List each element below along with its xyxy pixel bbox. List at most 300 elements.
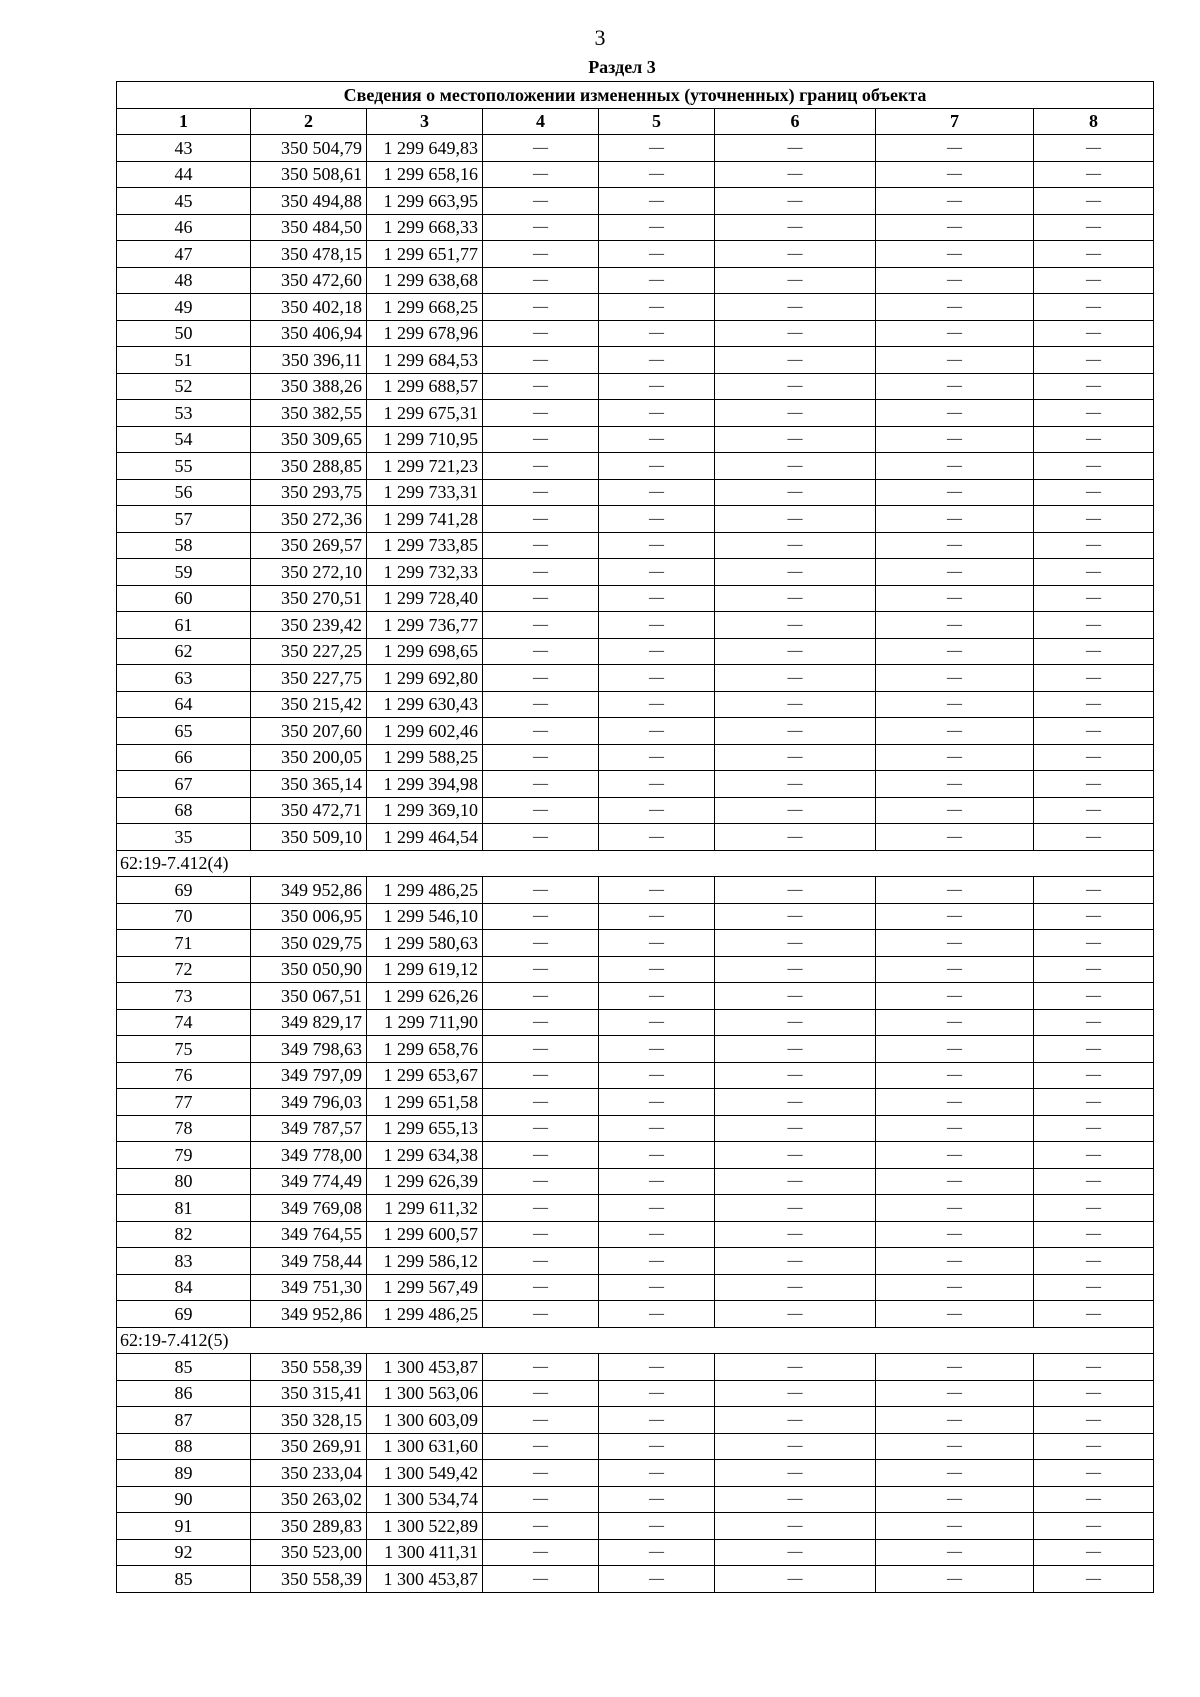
x-coordinate-cell: 350 494,88	[251, 188, 367, 215]
empty-value-cell: —	[599, 638, 715, 665]
empty-value-cell: —	[599, 691, 715, 718]
y-coordinate-cell: 1 299 692,80	[367, 665, 483, 692]
empty-value-cell: —	[599, 267, 715, 294]
x-coordinate-cell: 350 365,14	[251, 771, 367, 798]
empty-value-cell: —	[876, 612, 1034, 639]
empty-value-cell: —	[483, 1354, 599, 1381]
empty-value-cell: —	[483, 956, 599, 983]
empty-value-cell: —	[599, 1460, 715, 1487]
point-number-cell: 79	[117, 1142, 251, 1169]
table-row	[117, 294, 1154, 321]
empty-value-cell: —	[1034, 400, 1154, 427]
point-number-cell: 50	[117, 320, 251, 347]
empty-value-cell: —	[483, 1009, 599, 1036]
empty-value-cell: —	[876, 1354, 1034, 1381]
empty-value-cell: —	[599, 983, 715, 1010]
y-coordinate-cell: 1 299 688,57	[367, 373, 483, 400]
table-row	[117, 1036, 1154, 1063]
x-coordinate-cell: 350 288,85	[251, 453, 367, 480]
empty-value-cell: —	[715, 1407, 876, 1434]
empty-value-cell: —	[876, 1168, 1034, 1195]
empty-value-cell: —	[876, 665, 1034, 692]
empty-value-cell: —	[483, 161, 599, 188]
point-number-cell: 58	[117, 532, 251, 559]
table-row	[117, 1009, 1154, 1036]
empty-value-cell: —	[876, 638, 1034, 665]
empty-value-cell: —	[599, 665, 715, 692]
table-row	[117, 797, 1154, 824]
empty-value-cell: —	[1034, 135, 1154, 162]
table-row	[117, 691, 1154, 718]
point-number-cell: 65	[117, 718, 251, 745]
empty-value-cell: —	[599, 188, 715, 215]
empty-value-cell: —	[715, 956, 876, 983]
empty-value-cell: —	[483, 506, 599, 533]
x-coordinate-cell: 349 764,55	[251, 1221, 367, 1248]
x-coordinate-cell: 350 272,10	[251, 559, 367, 586]
empty-value-cell: —	[715, 665, 876, 692]
empty-value-cell: —	[1034, 1433, 1154, 1460]
y-coordinate-cell: 1 299 651,58	[367, 1089, 483, 1116]
empty-value-cell: —	[1034, 294, 1154, 321]
point-number-cell: 70	[117, 903, 251, 930]
x-coordinate-cell: 350 478,15	[251, 241, 367, 268]
table-row	[117, 1433, 1154, 1460]
empty-value-cell: —	[599, 1354, 715, 1381]
empty-value-cell: —	[876, 691, 1034, 718]
empty-value-cell: —	[483, 532, 599, 559]
x-coordinate-cell: 350 509,10	[251, 824, 367, 851]
empty-value-cell: —	[599, 1142, 715, 1169]
empty-value-cell: —	[599, 1274, 715, 1301]
empty-value-cell: —	[1034, 1142, 1154, 1169]
empty-value-cell: —	[876, 241, 1034, 268]
empty-value-cell: —	[876, 585, 1034, 612]
empty-value-cell: —	[1034, 744, 1154, 771]
empty-value-cell: —	[599, 426, 715, 453]
empty-value-cell: —	[715, 1062, 876, 1089]
x-coordinate-cell: 350 402,18	[251, 294, 367, 321]
empty-value-cell: —	[483, 824, 599, 851]
y-coordinate-cell: 1 300 522,89	[367, 1513, 483, 1540]
empty-value-cell: —	[876, 1195, 1034, 1222]
empty-value-cell: —	[599, 453, 715, 480]
empty-value-cell: —	[483, 188, 599, 215]
column-header: 3	[367, 108, 483, 135]
empty-value-cell: —	[715, 903, 876, 930]
empty-value-cell: —	[599, 1009, 715, 1036]
empty-value-cell: —	[715, 638, 876, 665]
empty-value-cell: —	[599, 1062, 715, 1089]
point-number-cell: 54	[117, 426, 251, 453]
empty-value-cell: —	[715, 824, 876, 851]
table-row	[117, 1539, 1154, 1566]
empty-value-cell: —	[1034, 1539, 1154, 1566]
x-coordinate-cell: 349 774,49	[251, 1168, 367, 1195]
empty-value-cell: —	[876, 1142, 1034, 1169]
empty-value-cell: —	[1034, 930, 1154, 957]
y-coordinate-cell: 1 299 678,96	[367, 320, 483, 347]
empty-value-cell: —	[483, 1062, 599, 1089]
empty-value-cell: —	[483, 1486, 599, 1513]
empty-value-cell: —	[483, 1566, 599, 1593]
table-row	[117, 1142, 1154, 1169]
y-coordinate-cell: 1 300 453,87	[367, 1354, 483, 1381]
y-coordinate-cell: 1 299 580,63	[367, 930, 483, 957]
empty-value-cell: —	[876, 956, 1034, 983]
column-header: 5	[599, 108, 715, 135]
empty-value-cell: —	[599, 718, 715, 745]
x-coordinate-cell: 350 269,57	[251, 532, 367, 559]
point-number-cell: 77	[117, 1089, 251, 1116]
empty-value-cell: —	[1034, 506, 1154, 533]
table-row	[117, 373, 1154, 400]
empty-value-cell: —	[483, 267, 599, 294]
empty-value-cell: —	[876, 877, 1034, 904]
empty-value-cell: —	[599, 1301, 715, 1328]
empty-value-cell: —	[483, 691, 599, 718]
x-coordinate-cell: 350 406,94	[251, 320, 367, 347]
y-coordinate-cell: 1 300 603,09	[367, 1407, 483, 1434]
y-coordinate-cell: 1 299 651,77	[367, 241, 483, 268]
empty-value-cell: —	[1034, 347, 1154, 374]
x-coordinate-cell: 350 207,60	[251, 718, 367, 745]
empty-value-cell: —	[1034, 241, 1154, 268]
empty-value-cell: —	[715, 559, 876, 586]
table-row	[117, 585, 1154, 612]
empty-value-cell: —	[599, 956, 715, 983]
point-number-cell: 92	[117, 1539, 251, 1566]
x-coordinate-cell: 350 263,02	[251, 1486, 367, 1513]
empty-value-cell: —	[483, 1513, 599, 1540]
empty-value-cell: —	[1034, 585, 1154, 612]
point-number-cell: 71	[117, 930, 251, 957]
table-row	[117, 1195, 1154, 1222]
empty-value-cell: —	[715, 135, 876, 162]
empty-value-cell: —	[599, 559, 715, 586]
x-coordinate-cell: 350 504,79	[251, 135, 367, 162]
table-row	[117, 532, 1154, 559]
empty-value-cell: —	[876, 718, 1034, 745]
x-coordinate-cell: 350 484,50	[251, 214, 367, 241]
table-row	[117, 400, 1154, 427]
empty-value-cell: —	[715, 214, 876, 241]
empty-value-cell: —	[876, 320, 1034, 347]
empty-value-cell: —	[483, 373, 599, 400]
table-row	[117, 824, 1154, 851]
empty-value-cell: —	[599, 612, 715, 639]
empty-value-cell: —	[715, 426, 876, 453]
boundary-coordinates-table	[116, 81, 1154, 1593]
y-coordinate-cell: 1 299 728,40	[367, 585, 483, 612]
empty-value-cell: —	[876, 1460, 1034, 1487]
empty-value-cell: —	[483, 1168, 599, 1195]
empty-value-cell: —	[1034, 1486, 1154, 1513]
empty-value-cell: —	[715, 744, 876, 771]
x-coordinate-cell: 349 798,63	[251, 1036, 367, 1063]
empty-value-cell: —	[483, 479, 599, 506]
column-header: 7	[876, 108, 1034, 135]
table-row	[117, 903, 1154, 930]
y-coordinate-cell: 1 300 563,06	[367, 1380, 483, 1407]
y-coordinate-cell: 1 299 394,98	[367, 771, 483, 798]
y-coordinate-cell: 1 299 655,13	[367, 1115, 483, 1142]
point-number-cell: 69	[117, 1301, 251, 1328]
x-coordinate-cell: 350 388,26	[251, 373, 367, 400]
table-row	[117, 1301, 1154, 1328]
empty-value-cell: —	[1034, 1513, 1154, 1540]
table-row	[117, 877, 1154, 904]
x-coordinate-cell: 350 239,42	[251, 612, 367, 639]
point-number-cell: 60	[117, 585, 251, 612]
y-coordinate-cell: 1 299 600,57	[367, 1221, 483, 1248]
empty-value-cell: —	[599, 347, 715, 374]
empty-value-cell: —	[1034, 1380, 1154, 1407]
y-coordinate-cell: 1 299 732,33	[367, 559, 483, 586]
y-coordinate-cell: 1 299 619,12	[367, 956, 483, 983]
column-header: 2	[251, 108, 367, 135]
y-coordinate-cell: 1 300 453,87	[367, 1566, 483, 1593]
x-coordinate-cell: 350 270,51	[251, 585, 367, 612]
x-coordinate-cell: 350 293,75	[251, 479, 367, 506]
empty-value-cell: —	[1034, 532, 1154, 559]
y-coordinate-cell: 1 299 698,65	[367, 638, 483, 665]
empty-value-cell: —	[876, 1380, 1034, 1407]
empty-value-cell: —	[715, 400, 876, 427]
y-coordinate-cell: 1 299 736,77	[367, 612, 483, 639]
x-coordinate-cell: 349 751,30	[251, 1274, 367, 1301]
empty-value-cell: —	[715, 1036, 876, 1063]
empty-value-cell: —	[599, 1115, 715, 1142]
x-coordinate-cell: 350 289,83	[251, 1513, 367, 1540]
empty-value-cell: —	[483, 983, 599, 1010]
empty-value-cell: —	[876, 214, 1034, 241]
empty-value-cell: —	[876, 930, 1034, 957]
empty-value-cell: —	[1034, 1566, 1154, 1593]
x-coordinate-cell: 350 215,42	[251, 691, 367, 718]
empty-value-cell: —	[483, 400, 599, 427]
empty-value-cell: —	[483, 665, 599, 692]
x-coordinate-cell: 350 558,39	[251, 1566, 367, 1593]
table-title: Сведения о местоположении измененных (уточненных) границ объекта	[117, 82, 1154, 109]
y-coordinate-cell: 1 299 658,76	[367, 1036, 483, 1063]
empty-value-cell: —	[1034, 267, 1154, 294]
point-number-cell: 66	[117, 744, 251, 771]
x-coordinate-cell: 350 200,05	[251, 744, 367, 771]
point-number-cell: 49	[117, 294, 251, 321]
table-row	[117, 320, 1154, 347]
y-coordinate-cell: 1 299 721,23	[367, 453, 483, 480]
x-coordinate-cell: 349 758,44	[251, 1248, 367, 1275]
group-row	[117, 1327, 1154, 1354]
y-coordinate-cell: 1 299 486,25	[367, 877, 483, 904]
empty-value-cell: —	[599, 294, 715, 321]
empty-value-cell: —	[483, 1195, 599, 1222]
empty-value-cell: —	[876, 1221, 1034, 1248]
y-coordinate-cell: 1 299 663,95	[367, 188, 483, 215]
empty-value-cell: —	[599, 1248, 715, 1275]
point-number-cell: 85	[117, 1566, 251, 1593]
point-number-cell: 61	[117, 612, 251, 639]
empty-value-cell: —	[483, 135, 599, 162]
y-coordinate-cell: 1 299 668,33	[367, 214, 483, 241]
x-coordinate-cell: 349 952,86	[251, 1301, 367, 1328]
empty-value-cell: —	[715, 161, 876, 188]
y-coordinate-cell: 1 299 464,54	[367, 824, 483, 851]
x-coordinate-cell: 349 769,08	[251, 1195, 367, 1222]
y-coordinate-cell: 1 299 567,49	[367, 1274, 483, 1301]
point-number-cell: 75	[117, 1036, 251, 1063]
point-number-cell: 85	[117, 1354, 251, 1381]
table-row	[117, 1248, 1154, 1275]
y-coordinate-cell: 1 299 710,95	[367, 426, 483, 453]
empty-value-cell: —	[1034, 612, 1154, 639]
x-coordinate-cell: 350 508,61	[251, 161, 367, 188]
point-number-cell: 53	[117, 400, 251, 427]
table-row	[117, 1274, 1154, 1301]
point-number-cell: 56	[117, 479, 251, 506]
group-label: 62:19-7.412(4)	[117, 850, 1154, 877]
empty-value-cell: —	[599, 400, 715, 427]
column-header-row	[117, 108, 1154, 135]
empty-value-cell: —	[876, 903, 1034, 930]
empty-value-cell: —	[483, 426, 599, 453]
empty-value-cell: —	[1034, 373, 1154, 400]
table-row	[117, 559, 1154, 586]
table-row	[117, 426, 1154, 453]
empty-value-cell: —	[715, 983, 876, 1010]
empty-value-cell: —	[599, 824, 715, 851]
empty-value-cell: —	[715, 1115, 876, 1142]
empty-value-cell: —	[715, 691, 876, 718]
x-coordinate-cell: 349 829,17	[251, 1009, 367, 1036]
empty-value-cell: —	[599, 1566, 715, 1593]
empty-value-cell: —	[876, 1301, 1034, 1328]
empty-value-cell: —	[876, 797, 1034, 824]
x-coordinate-cell: 349 778,00	[251, 1142, 367, 1169]
empty-value-cell: —	[483, 559, 599, 586]
y-coordinate-cell: 1 299 711,90	[367, 1009, 483, 1036]
empty-value-cell: —	[1034, 479, 1154, 506]
empty-value-cell: —	[876, 373, 1034, 400]
empty-value-cell: —	[876, 824, 1034, 851]
empty-value-cell: —	[1034, 691, 1154, 718]
empty-value-cell: —	[1034, 1221, 1154, 1248]
empty-value-cell: —	[715, 1089, 876, 1116]
x-coordinate-cell: 350 328,15	[251, 1407, 367, 1434]
table-row	[117, 1354, 1154, 1381]
empty-value-cell: —	[483, 453, 599, 480]
table-row	[117, 1380, 1154, 1407]
empty-value-cell: —	[876, 1009, 1034, 1036]
empty-value-cell: —	[715, 188, 876, 215]
table-body	[117, 82, 1154, 1593]
column-header: 4	[483, 108, 599, 135]
empty-value-cell: —	[599, 877, 715, 904]
y-coordinate-cell: 1 300 534,74	[367, 1486, 483, 1513]
empty-value-cell: —	[599, 1486, 715, 1513]
empty-value-cell: —	[876, 559, 1034, 586]
point-number-cell: 81	[117, 1195, 251, 1222]
empty-value-cell: —	[715, 453, 876, 480]
empty-value-cell: —	[715, 506, 876, 533]
empty-value-cell: —	[1034, 956, 1154, 983]
empty-value-cell: —	[599, 373, 715, 400]
empty-value-cell: —	[599, 930, 715, 957]
empty-value-cell: —	[715, 612, 876, 639]
table-row	[117, 1168, 1154, 1195]
empty-value-cell: —	[483, 1407, 599, 1434]
empty-value-cell: —	[1034, 320, 1154, 347]
table-row	[117, 1062, 1154, 1089]
empty-value-cell: —	[876, 267, 1034, 294]
point-number-cell: 76	[117, 1062, 251, 1089]
point-number-cell: 72	[117, 956, 251, 983]
empty-value-cell: —	[1034, 1115, 1154, 1142]
point-number-cell: 52	[117, 373, 251, 400]
empty-value-cell: —	[1034, 1089, 1154, 1116]
empty-value-cell: —	[1034, 161, 1154, 188]
empty-value-cell: —	[1034, 1274, 1154, 1301]
empty-value-cell: —	[876, 744, 1034, 771]
empty-value-cell: —	[599, 506, 715, 533]
point-number-cell: 45	[117, 188, 251, 215]
point-number-cell: 69	[117, 877, 251, 904]
empty-value-cell: —	[715, 1354, 876, 1381]
x-coordinate-cell: 350 558,39	[251, 1354, 367, 1381]
empty-value-cell: —	[1034, 771, 1154, 798]
x-coordinate-cell: 349 796,03	[251, 1089, 367, 1116]
point-number-cell: 44	[117, 161, 251, 188]
empty-value-cell: —	[599, 241, 715, 268]
point-number-cell: 84	[117, 1274, 251, 1301]
x-coordinate-cell: 350 233,04	[251, 1460, 367, 1487]
section-title: Раздел 3	[588, 57, 656, 77]
empty-value-cell: —	[876, 1274, 1034, 1301]
table-row	[117, 930, 1154, 957]
table-row	[117, 347, 1154, 374]
group-label: 62:19-7.412(5)	[117, 1327, 1154, 1354]
empty-value-cell: —	[483, 214, 599, 241]
empty-value-cell: —	[715, 320, 876, 347]
x-coordinate-cell: 350 315,41	[251, 1380, 367, 1407]
y-coordinate-cell: 1 299 733,85	[367, 532, 483, 559]
empty-value-cell: —	[876, 135, 1034, 162]
point-number-cell: 74	[117, 1009, 251, 1036]
x-coordinate-cell: 350 006,95	[251, 903, 367, 930]
table-row	[117, 267, 1154, 294]
empty-value-cell: —	[876, 188, 1034, 215]
point-number-cell: 89	[117, 1460, 251, 1487]
empty-value-cell: —	[599, 1221, 715, 1248]
empty-value-cell: —	[483, 612, 599, 639]
column-header: 6	[715, 108, 876, 135]
empty-value-cell: —	[715, 1009, 876, 1036]
x-coordinate-cell: 349 787,57	[251, 1115, 367, 1142]
point-number-cell: 43	[117, 135, 251, 162]
empty-value-cell: —	[715, 1460, 876, 1487]
point-number-cell: 46	[117, 214, 251, 241]
empty-value-cell: —	[483, 877, 599, 904]
empty-value-cell: —	[599, 771, 715, 798]
y-coordinate-cell: 1 299 626,39	[367, 1168, 483, 1195]
y-coordinate-cell: 1 299 649,83	[367, 135, 483, 162]
table-row	[117, 1486, 1154, 1513]
empty-value-cell: —	[715, 1539, 876, 1566]
y-coordinate-cell: 1 299 586,12	[367, 1248, 483, 1275]
empty-value-cell: —	[599, 1036, 715, 1063]
empty-value-cell: —	[1034, 188, 1154, 215]
